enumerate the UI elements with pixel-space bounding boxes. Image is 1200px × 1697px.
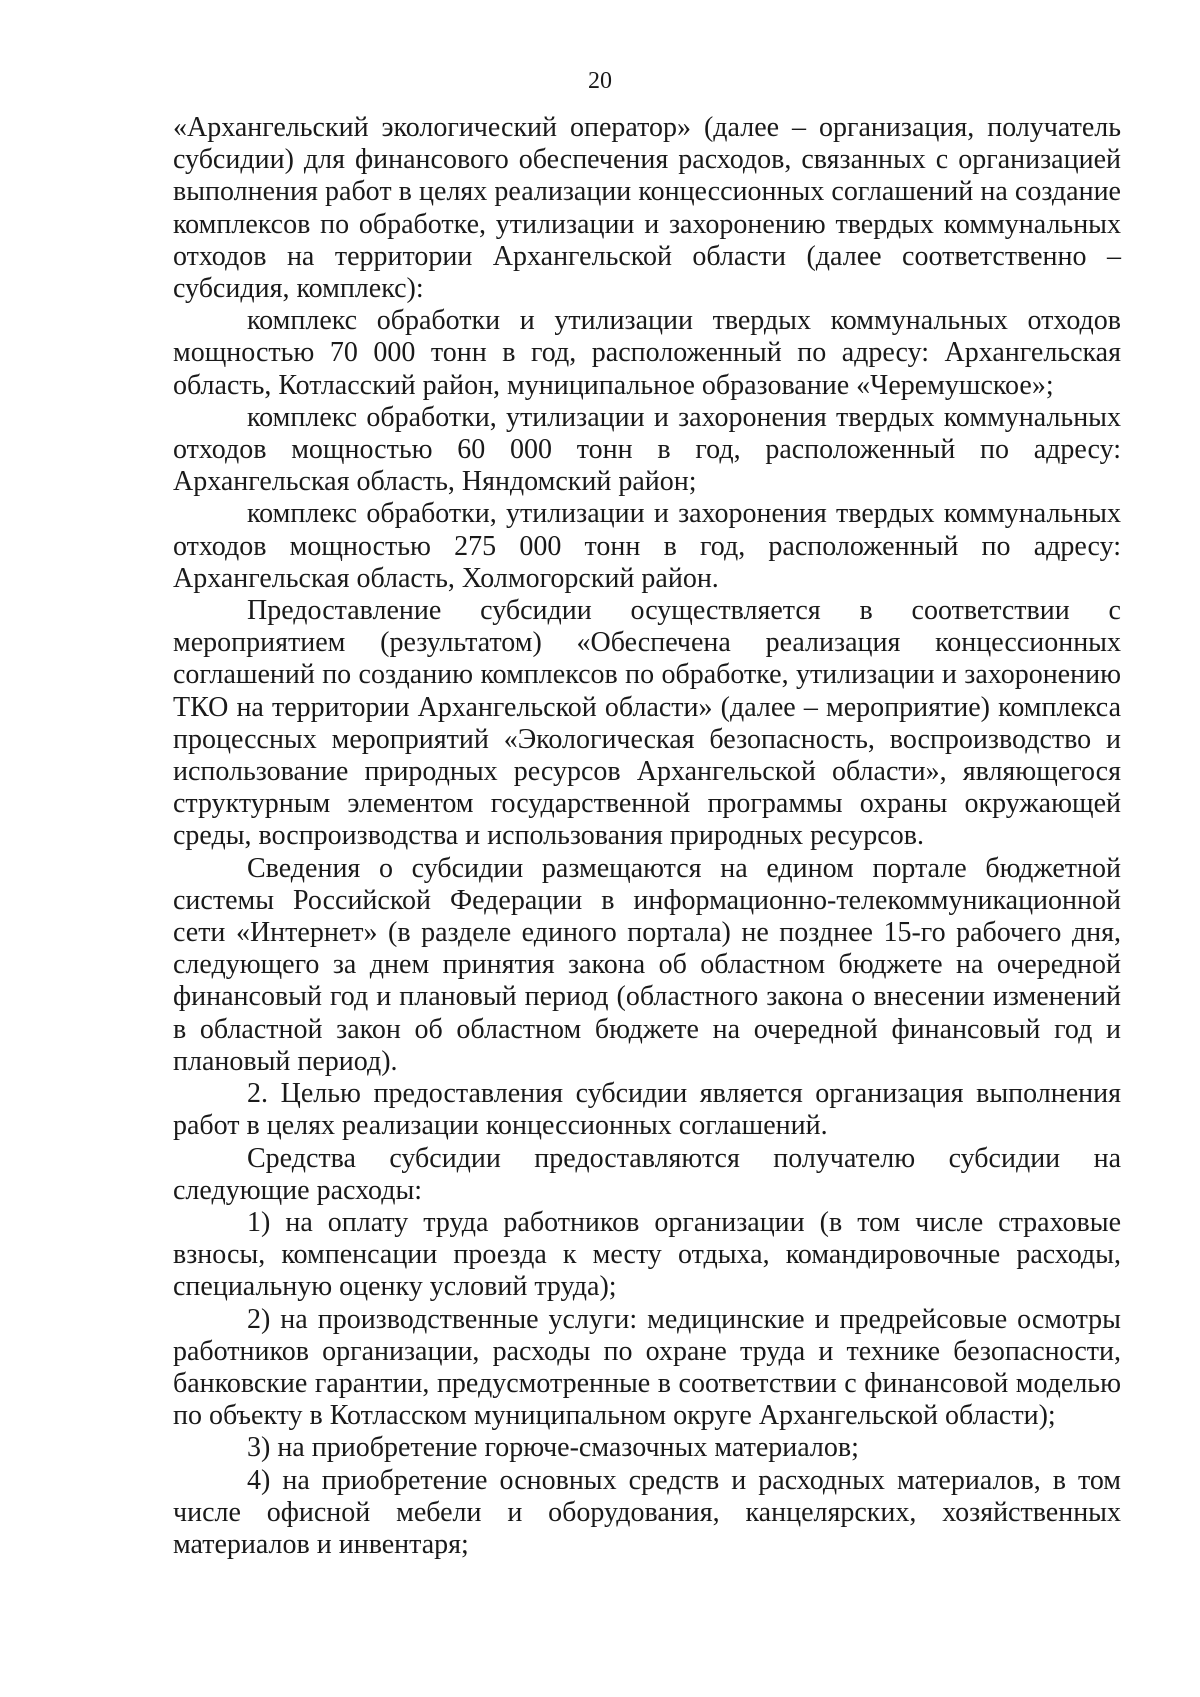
list-item-expense-1: 1) на оплату труда работников организации (в том числе страховые взносы, компенсации проезда к месту отдыха, командировочные расходы, специальную оценку условий труда); xyxy=(173,1206,1121,1303)
paragraph-recipient-intro: «Архангельский экологический оператор» (далее – организация, получатель субсидии) для финансового обеспечения расходов, связанных с организацией выполнения работ в целях реализации концессионных соглашений на создание комплексов по обработке, утилизации и захоронению твердых коммунальных отходов на территории Архангельской области (далее соответственно – субсидия, комплекс): xyxy=(173,112,1121,305)
paragraph-subsidy-measure: Предоставление субсидии осуществляется в соответствии с мероприятием (результатом) «Обеспечена реализация концессионных соглашений по созданию комплексов по обработке, утилизации и захоронению ТКО на территории Архангельской области» (далее – мероприятие) комплекса процессных мероприятий «Экологическая безопасность, воспроизводство и использование природных ресурсов Архангельской области», являющегося структурным элементом государственной программы охраны окружающей среды, воспроизводства и использования природных ресурсов. xyxy=(173,595,1121,852)
paragraph-complex-kotlas: комплекс обработки и утилизации твердых коммунальных отходов мощностью 70 000 тонн в год, расположенный по адресу: Архангельская область, Котласский район, муниципальное образование «Черемушское»; xyxy=(173,305,1121,401)
paragraph-subsidy-portal: Сведения о субсидии размещаются на едином портале бюджетной системы Российской Федерации в информационно-телекоммуникационной сети «Интернет» (в разделе единого портала) не позднее 15-го рабочего дня, следующего за днем принятия закона об областном бюджете на очередной финансовый год и плановый период (областного закона о внесении изменений в областной закон об областном бюджете на очередной финансовый год и плановый период). xyxy=(173,852,1121,1077)
paragraph-complex-kholmogory: комплекс обработки, утилизации и захоронения твердых коммунальных отходов мощностью 275 000 тонн в год, расположенный по адресу: Архангельская область, Холмогорский район. xyxy=(173,498,1121,594)
list-item-expense-4: 4) на приобретение основных средств и расходных материалов, в том числе офисной мебели и оборудования, канцелярских, хозяйственных материалов и инвентаря; xyxy=(173,1464,1121,1560)
page-number: 20 xyxy=(588,68,612,94)
list-item-expense-2: 2) на производственные услуги: медицинские и предрейсовые осмотры работников организации, расходы по охране труда и технике безопасности, банковские гарантии, предусмотренные в соответствии с финансовой моделью по объекту в Котласском муниципальном округе Архангельской области); xyxy=(173,1303,1121,1432)
paragraph-complex-nyandoma: комплекс обработки, утилизации и захоронения твердых коммунальных отходов мощностью 60 000 тонн в год, расположенный по адресу: Архангельская область, Няндомский район; xyxy=(173,401,1121,498)
document-body xyxy=(173,112,1121,1561)
list-item-expense-3: 3) на приобретение горюче-смазочных материалов; xyxy=(247,1432,859,1464)
paragraph-section-2-goal: 2. Целью предоставления субсидии является организация выполнения работ в целях реализации концессионных соглашений. xyxy=(173,1078,1121,1142)
paragraph-expenses-intro: Средства субсидии предоставляются получателю субсидии на следующие расходы: xyxy=(173,1142,1121,1206)
